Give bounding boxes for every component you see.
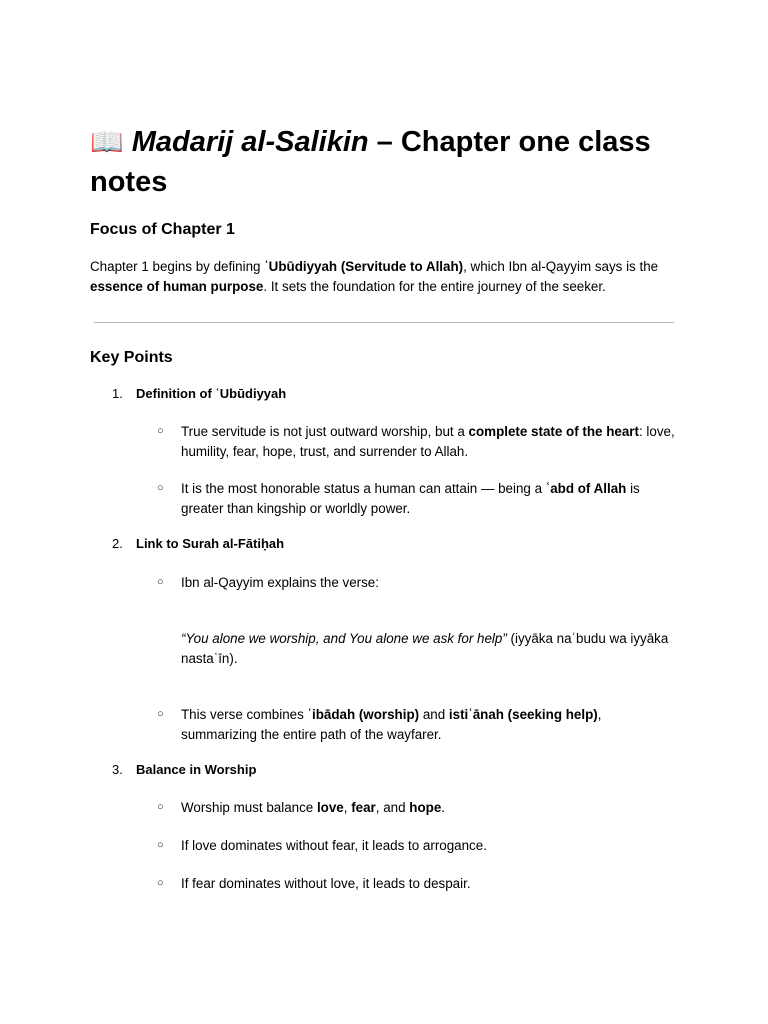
list-number: 1.	[112, 386, 123, 401]
list-item	[181, 874, 681, 894]
bullet-text: Ibn al-Qayyim explains the verse:	[181, 575, 379, 590]
list-item	[181, 798, 681, 818]
bullet-icon: ○	[157, 482, 164, 494]
key-points-heading: Key Points	[90, 349, 173, 366]
bullet-icon: ○	[157, 708, 164, 720]
bullet-text: : love, humility, fear, hope, trust, and surrender to Allah.	[181, 424, 675, 459]
list-number: 2.	[112, 536, 123, 551]
bullet-text: ,	[343, 800, 352, 815]
bullet-icon: ○	[157, 877, 164, 889]
bullet-text: and	[419, 707, 449, 722]
bullet-text: If fear dominates without love, it leads to despair.	[181, 876, 471, 891]
focus-text-2: , which Ibn al-Qayyim says is the	[463, 259, 659, 274]
bullet-bold: istiʿānah (seeking help)	[448, 707, 598, 722]
bullet-text: .	[441, 800, 446, 815]
focus-bold-1: ʿUbūdiyyah (Servitude to Allah)	[264, 259, 464, 274]
bullet-bold: complete state of the heart	[468, 424, 639, 439]
list-item-label: Definition of ʿUbūdiyyah	[136, 386, 287, 401]
list-number: 3.	[112, 762, 123, 777]
horizontal-divider	[94, 322, 674, 323]
bullet-icon: ○	[157, 801, 164, 813]
focus-text-3: . It sets the foundation for the entire journey of the seeker.	[263, 278, 606, 294]
quote-block	[181, 629, 681, 668]
bullet-bold: ʿabd of Allah	[545, 481, 627, 496]
quote-text: “You alone we worship, and You alone we ask for help”	[181, 631, 507, 646]
focus-text-1: Chapter 1 begins by defining	[90, 259, 265, 274]
list-item	[181, 422, 681, 461]
bullet-text: , summarizing the entire path of the wayfarer.	[181, 707, 602, 742]
focus-heading: Focus of Chapter 1	[90, 221, 235, 238]
bullet-text: It is the most honorable status a human can attain — being a	[181, 481, 546, 496]
list-item	[181, 836, 681, 856]
list-item-label: Link to Surah al-Fātiḥah	[136, 536, 285, 551]
bullet-bold: ʿibādah (worship)	[307, 707, 420, 722]
title-rest: – Chapter one class notes	[90, 126, 651, 198]
list-item	[181, 705, 681, 744]
bullet-text: This verse combines	[181, 707, 308, 722]
bullet-bold: love	[316, 800, 344, 815]
list-item-label: Balance in Worship	[136, 762, 257, 777]
bullet-text: True servitude is not just outward worship, but a	[181, 424, 469, 439]
list-item	[181, 479, 681, 518]
bullet-text: If love dominates without fear, it leads to arrogance.	[181, 838, 487, 853]
list-item	[181, 573, 681, 593]
open-book-icon: 📖	[90, 127, 124, 157]
focus-paragraph	[90, 257, 690, 296]
page-title	[90, 122, 690, 202]
bullet-text: is greater than kingship or worldly power.	[181, 481, 640, 516]
bullet-icon: ○	[157, 425, 164, 437]
bullet-icon: ○	[157, 839, 164, 851]
transliteration-text: (iyyāka naʿbudu wa iyyāka nastaʿīn).	[181, 631, 669, 666]
bullet-text: , and	[375, 800, 410, 815]
title-italic-part: Madarij al-Salikin	[131, 126, 369, 158]
bullet-bold: hope	[409, 800, 442, 815]
bullet-text: Worship must balance	[181, 800, 317, 815]
bullet-bold: fear	[351, 800, 376, 815]
bullet-icon: ○	[157, 576, 164, 588]
focus-bold-2: essence of human purpose	[90, 278, 264, 294]
